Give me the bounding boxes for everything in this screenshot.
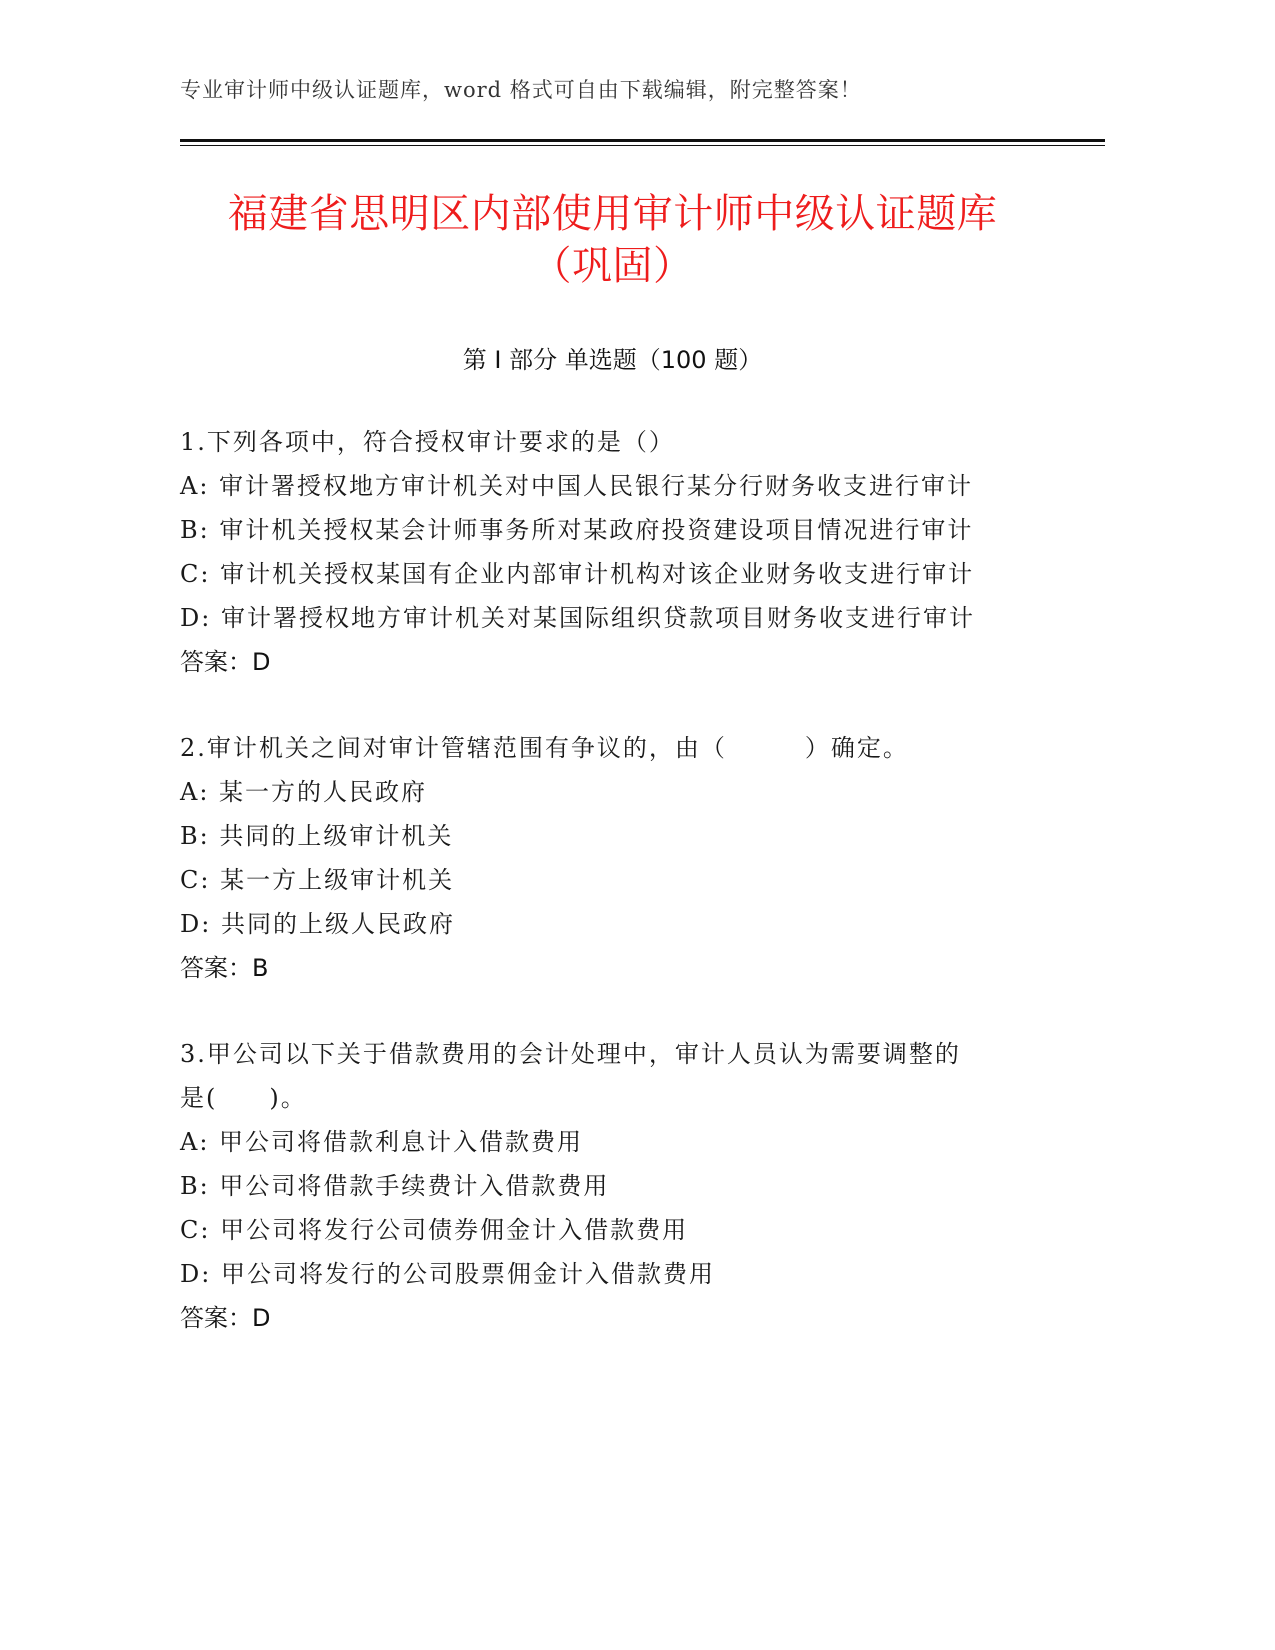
title-line-2: （巩固） [531,243,694,289]
option-d: D: 甲公司将发行的公司股票佣金计入借款费用 [180,1260,715,1288]
answer: 答案：D [180,1304,271,1332]
option-c: C: 审计机关授权某国有企业内部审计机构对该企业财务收支进行审计 [180,560,975,588]
question-list [180,420,1080,1382]
answer: 答案：B [180,954,269,982]
option-c: C: 甲公司将发行公司债券佣金计入借款费用 [180,1216,689,1244]
title-line-1: 福建省思明区内部使用审计师中级认证题库 [227,191,998,237]
document-title [150,188,1075,292]
answer: 答案：D [180,648,271,676]
header-rule-thin [180,145,1105,146]
question-2 [180,726,1080,990]
option-b: B: 共同的上级审计机关 [180,822,454,850]
option-b: B: 甲公司将借款手续费计入借款费用 [180,1172,610,1200]
question-1 [180,420,1080,684]
option-b: B: 审计机关授权某会计师事务所对某政府投资建设项目情况进行审计 [180,516,974,544]
header-rule-thick [180,139,1105,142]
option-c: C: 某一方上级审计机关 [180,866,455,894]
header-note: 专业审计师中级认证题库，word 格式可自由下载编辑，附完整答案！ [180,78,862,102]
question-stem-continued: 是( )。 [180,1084,307,1112]
question-stem: 1.下列各项中，符合授权审计要求的是（） [180,428,675,456]
question-stem: 3.甲公司以下关于借款费用的会计处理中，审计人员认为需要调整的 [180,1040,961,1068]
question-3 [180,1032,1080,1340]
question-stem: 2.审计机关之间对审计管辖范围有争议的，由（ ）确定。 [180,734,909,762]
option-a: A: 某一方的人民政府 [180,778,428,806]
option-a: A: 审计署授权地方审计机关对中国人民银行某分行财务收支进行审计 [180,472,974,500]
section-heading: 第 I 部分 单选题（100 题） [462,346,763,374]
option-d: D: 审计署授权地方审计机关对某国际组织贷款项目财务收支进行审计 [180,604,975,632]
option-a: A: 甲公司将借款利息计入借款费用 [180,1128,584,1156]
option-d: D: 共同的上级人民政府 [180,910,455,938]
